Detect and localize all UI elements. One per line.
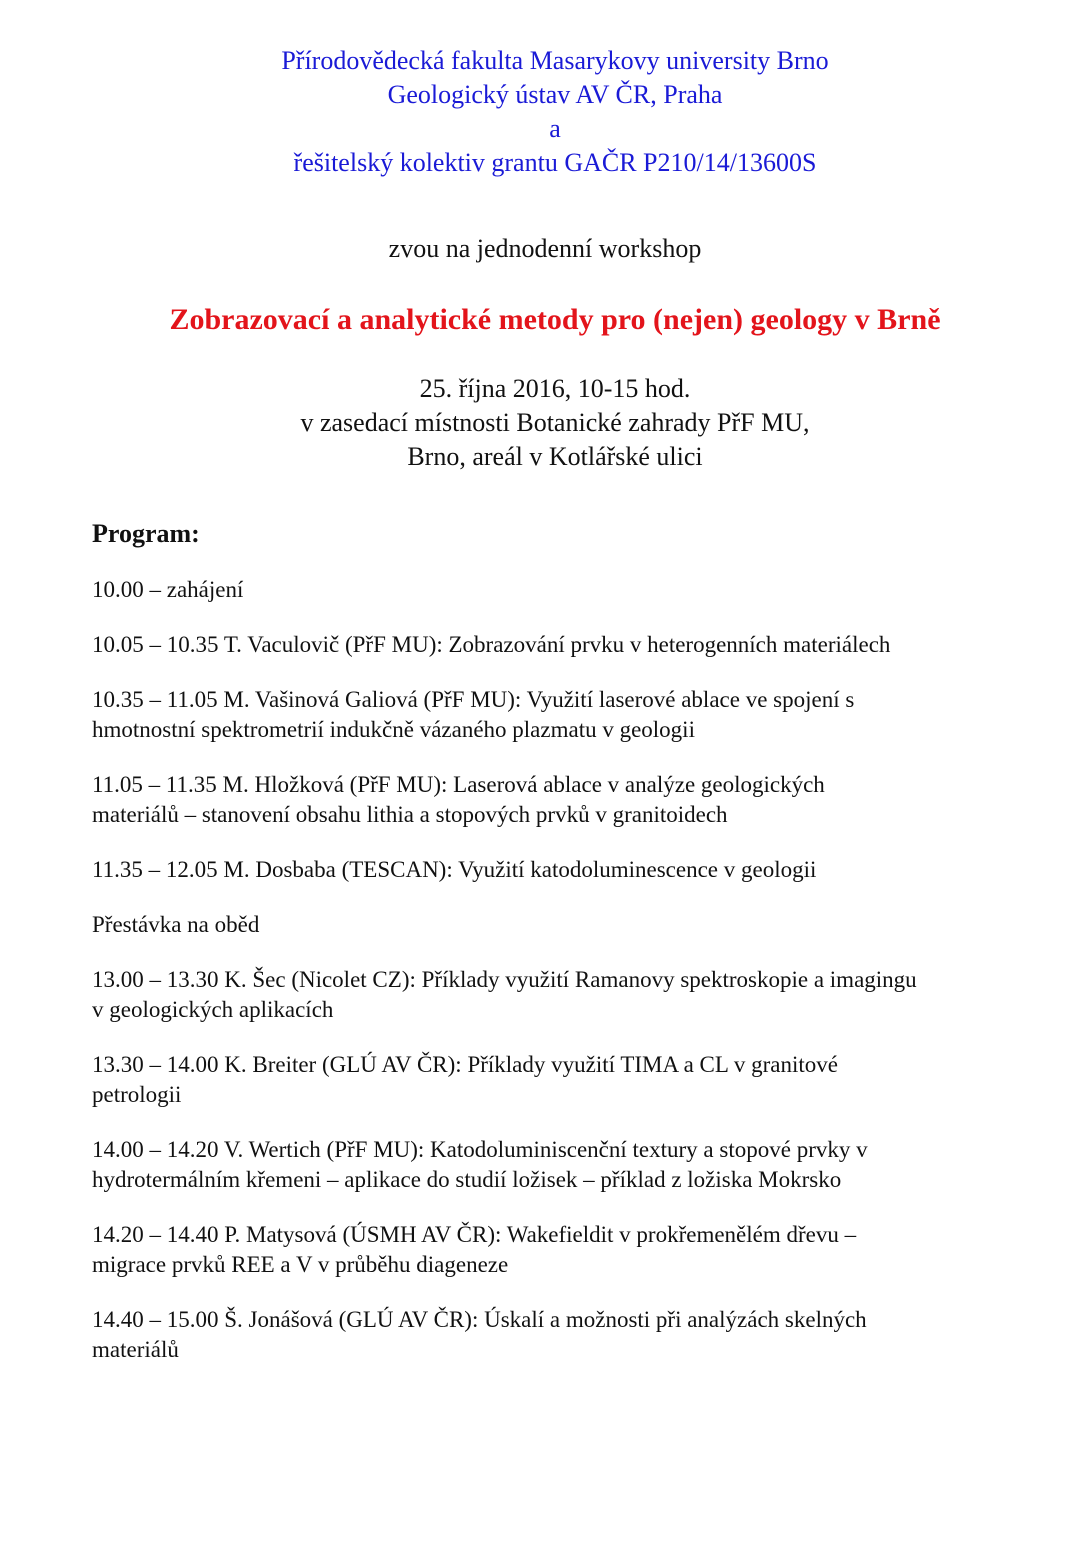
program-item [92, 575, 1032, 605]
lunch-break [92, 910, 1032, 940]
program-item [92, 1050, 1032, 1110]
program-item-line: materiálů – stanovení obsahu lithia a stopových prvků v granitoidech [92, 802, 728, 827]
program-heading: Program: [92, 519, 200, 548]
organizer-line: Přírodovědecká fakulta Masarykovy university Brno [281, 46, 829, 75]
program-item-line: 11.35 – 12.05 M. Dosbaba (TESCAN): Využití katodoluminescence v geologii [92, 857, 817, 882]
venue-date: 25. října 2016, 10-15 hod. [419, 374, 691, 403]
program-item-line: 14.00 – 14.20 V. Wertich (PřF MU): Katodoluminiscenční textury a stopové prvky v [92, 1137, 868, 1162]
venue-block [0, 372, 1090, 474]
program-item-line: 10.35 – 11.05 M. Vašinová Galiová (PřF MU): Využití laserové ablace ve spojení s [92, 687, 855, 712]
program-item [92, 685, 1032, 745]
program-item-line: materiálů [92, 1337, 179, 1362]
invite-text: zvou na jednodenní workshop [388, 234, 702, 263]
program-item-line: 10.05 – 10.35 T. Vaculovič (PřF MU): Zobrazování prvku v heterogenních materiálech [92, 632, 891, 657]
organizer-line: a [549, 114, 561, 143]
program-item-line: 11.05 – 11.35 M. Hložková (PřF MU): Laserová ablace v analýze geologických [92, 772, 825, 797]
program-item-line: v geologických aplikacích [92, 997, 334, 1022]
organizer-line: řešitelský kolektiv grantu GAČR P210/14/13600S [293, 148, 817, 177]
organizers-block [0, 44, 1090, 180]
program-item [92, 770, 1032, 830]
workshop-title: Zobrazovací a analytické metody pro (nejen) geology v Brně [169, 303, 941, 336]
program-item-line: hmotnostní spektrometrií indukčně vázaného plazmatu v geologii [92, 717, 695, 742]
program-item [92, 1220, 1032, 1280]
program-item [92, 965, 1032, 1025]
program-item-line: 10.00 – zahájení [92, 577, 244, 602]
program-item [92, 630, 1032, 660]
organizer-line: Geologický ústav AV ČR, Praha [387, 80, 723, 109]
program-item-line: hydrotermálním křemeni – aplikace do studií ložisek – příklad z ložiska Mokrsko [92, 1167, 842, 1192]
program-item [92, 855, 1032, 885]
program-item-line: 14.40 – 15.00 Š. Jonášová (GLÚ AV ČR): Úskalí a možnosti při analýzách skelných [92, 1307, 867, 1332]
venue-address: Brno, areál v Kotlářské ulici [407, 442, 703, 471]
program-item [92, 1305, 1032, 1365]
program-item-line: migrace prvků REE a V v průběhu diageneze [92, 1252, 509, 1277]
program-item-line: 13.00 – 13.30 K. Šec (Nicolet CZ): Příklady využití Ramanovy spektroskopie a imagingu [92, 967, 917, 992]
program-item-line: 13.30 – 14.00 K. Breiter (GLÚ AV ČR): Příklady využití TIMA a CL v granitové [92, 1052, 838, 1077]
venue-place: v zasedací místnosti Botanické zahrady PřF MU, [300, 408, 810, 437]
program-item-line: Přestávka na oběd [92, 912, 260, 937]
program-item-line: 14.20 – 14.40 P. Matysová (ÚSMH AV ČR): Wakefieldit v prokřemenělém dřevu – [92, 1222, 857, 1247]
program-item [92, 1135, 1032, 1195]
program-list [92, 575, 1032, 1390]
program-item-line: petrologii [92, 1082, 182, 1107]
